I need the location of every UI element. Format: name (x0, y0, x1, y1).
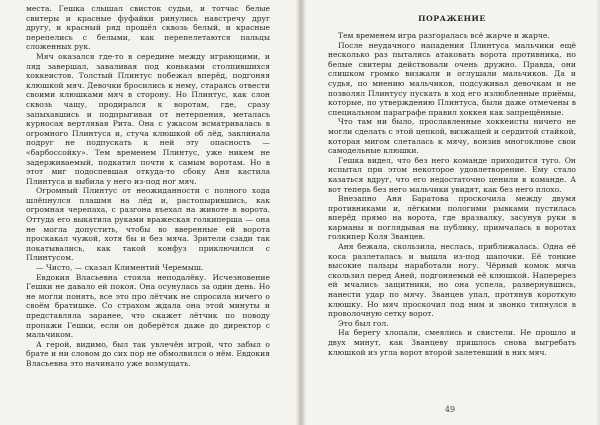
left-paragraph-4: — Чисто, — сказал Климентий Черемыш. (36, 263, 204, 273)
left-paragraph-5: Евдокия Власьевна стояла неподалёку. Исчезновение Гешки не давало ей покоя. Она осунулась за один день. Но не могли понять, все это про лётчик не спросила ничего о своём братишке. Со страхом ждала она этой минуты и представляла заранее, что скажет лётчик по поводу пропажи Гешки, если он доберётся даже до директор с мальчиком. (26, 272, 270, 340)
right-paragraph-8: На берегу хлопали, смеялись и свистели. Не прошло и двух минут, как Званцеву пришлось снова выгребать клюшкой из угла ворот второй залетевший в них мяч. (328, 328, 576, 357)
left-paragraph-3: Огромный Плинтус от неожиданности с полного хода шлёпнулся плашмя на лёд и, растопырившись, как огромная черепаха, с разгона въехал на животе в ворота. Оттуда его выкатила руками вражеская голкиперша — она не могла допустить, чтобы во вверенные ей ворота проскакал чужой, хотя бы и без мяча. Зрители сзади так покатывались, как такой конфуз приключился с Плинтусом. (26, 186, 270, 263)
left-paragraph-2: Мяч оказался где-то в середине между играющими, и ляд завершал, заваливая под коньками столпившихся хоккеистов. Толстый Плинтус побежал вперёд, подгоняя клюшкой мяч. Девочки бросились к нему, стараясь отвести своими клюшками мяч в сторону. Но Плинтус, как слон сквозь чащу, продирался к воротам, где, сразу запыхавшись и подпрыгивая от нетерпения, металась курносая вертлявая Рита. Она с ужасом всматривалась в огромного Плинтуса и, стуча клюшкой об лёд, заклинала подруг не подпускать к ней эту опасность — «барбоссойку». Тем временем Плинтус, уже никем не задерживаемый, подкатил почти к самым воротам. Но в этот миг подоспевшая откуда-то сбоку Аня кастила Плинтуса и выбила у него из-под ног мяч. (26, 51, 270, 186)
right-paragraph-4: Гешка видел, что без него команде приходится туго. Он испытал при этом некоторое удовлетворение. Ему стало казаться вдруг, что его недостаточно ценили в команде. А вот теперь без него мальчики увидят, как без него плохо. (328, 155, 576, 194)
right-paragraph-5: Внезапно Аня Баратова проскочила между двумя противниками и, лёгкими пологими рывками пустилась вперёд прямо на ворота, где вразвалку, засунув руки в карманы и поглядывая на публику, примчалась в воротах голкипер Коля Званцев. (328, 194, 576, 242)
page-number: 49 (444, 405, 456, 414)
chapter-title: ПОРАЖЕНИЕ (418, 14, 486, 23)
right-paragraph-2: После неудачного нападения Плинтуса мальчики ещё несколько раз пытались атаковать ворота противника, но белые свитеры действовали очень дружно. Правда, они слишком громко визжали и оглушали мальчиков. Да и судья, по мнению мальчиков, подсуживал девочкам и не позволял Плинтусу пускать в ход его излюбленные приёмы, которые, по утверждению Плинтуса, были даже отмечены в специальном параграфе правил хоккея как запрещённые. (328, 40, 576, 117)
page-edge-shadow (596, 0, 600, 425)
right-paragraph-1: Тем временем игра разгоралась всё жарче и жарче. (338, 31, 550, 40)
right-paragraph-7: Это был гол. (338, 318, 389, 328)
right-paragraph-6: Аня бежала, скользила, неслась, приближалась. Одна её коса разлеталась и вышла из-под шапочки. Её тонкие высокие пальцы наработали ногу. Чёрный комок мяча скользил перед Аней, подгоняемый её клюшкой. Наперерез ей мчались защитники, но она успела, развернувшись, нанести удар по мячу. Званцев упал, протянув короткую клюшку. Но мяч проскочил под ним и звонко тяпнулся в проволочную сетку ворот. (328, 242, 576, 319)
book-gutter (296, 0, 306, 425)
left-paragraph-1: места. Гешка слышал свисток судьи, и тотчас белые свитеры и красные фуфайки ринулись навстречу друг другу, и красный ряд прошёл сквозь белый, и красные перепелись с белыми, как перепелетаются пальцы сложенных рук. (26, 4, 270, 52)
right-paragraph-3: Что там ни было, прославленные хоккеисты ничего не могли сделать с этой цепкой, визжащей и сердитой стайкой, которая мигом слеталась к мячу, вонзив многоклюве свои самодельные клюшки. (328, 117, 576, 156)
right-page (300, 0, 600, 425)
left-paragraph-6: А герой, видимо, был так увлечён игрой, что забыл о брате и ни словом до сих пор не обмолвился о нём. Евдокия Власьевна это начинало уже возмущать. (26, 339, 270, 368)
